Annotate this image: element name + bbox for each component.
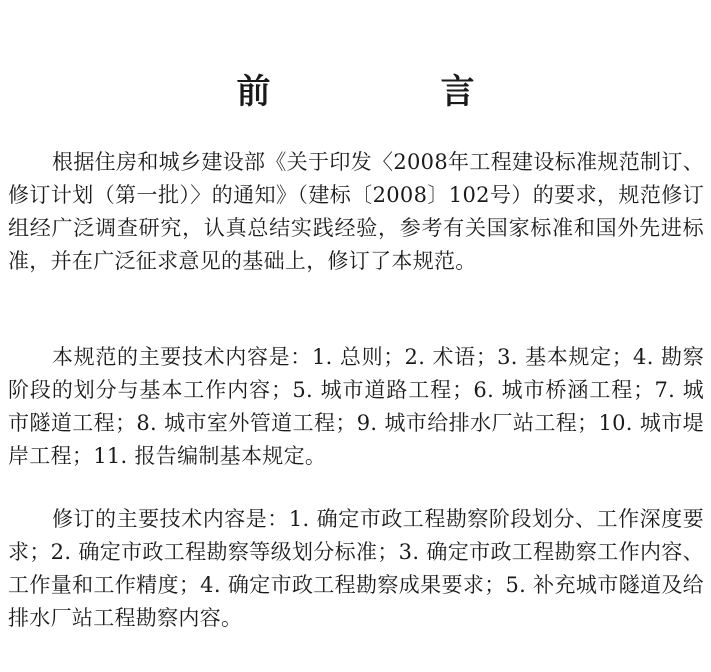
paragraph-main-content: 本规范的主要技术内容是：1. 总则；2. 术语；3. 基本规定；4. 勘察阶段的划分与基本工作内容；5. 城市道路工程；6. 城市桥涵工程；7. 城市隧道工程；8. 城市室外管道工程；9. 城市给排水厂站工程；10. 城市堤岸工程；11. 报告编制基本规定。 <box>8 345 704 468</box>
paragraph-basis: 根据住房和城乡建设部《关于印发〈2008年工程建设标准规范制订、修订计划（第一批）〉的通知》（建标〔2008〕102号）的要求，规范修订组经广泛调查研究，认真总结实践经验，参考有关国家标准和国外先进标准，并在广泛征求意见的基础上，修订了本规范。 <box>8 150 704 273</box>
page-title: 前 言 <box>236 71 543 112</box>
paragraph-revision-content: 修订的主要技术内容是：1. 确定市政工程勘察阶段划分、工作深度要求；2. 确定市政工程勘察等级划分标准；3. 确定市政工程勘察工作内容、工作量和工作精度；4. 确定市政工程勘察成果要求；5. 补充城市隧道及给排水厂站工程勘察内容。 <box>8 507 704 630</box>
